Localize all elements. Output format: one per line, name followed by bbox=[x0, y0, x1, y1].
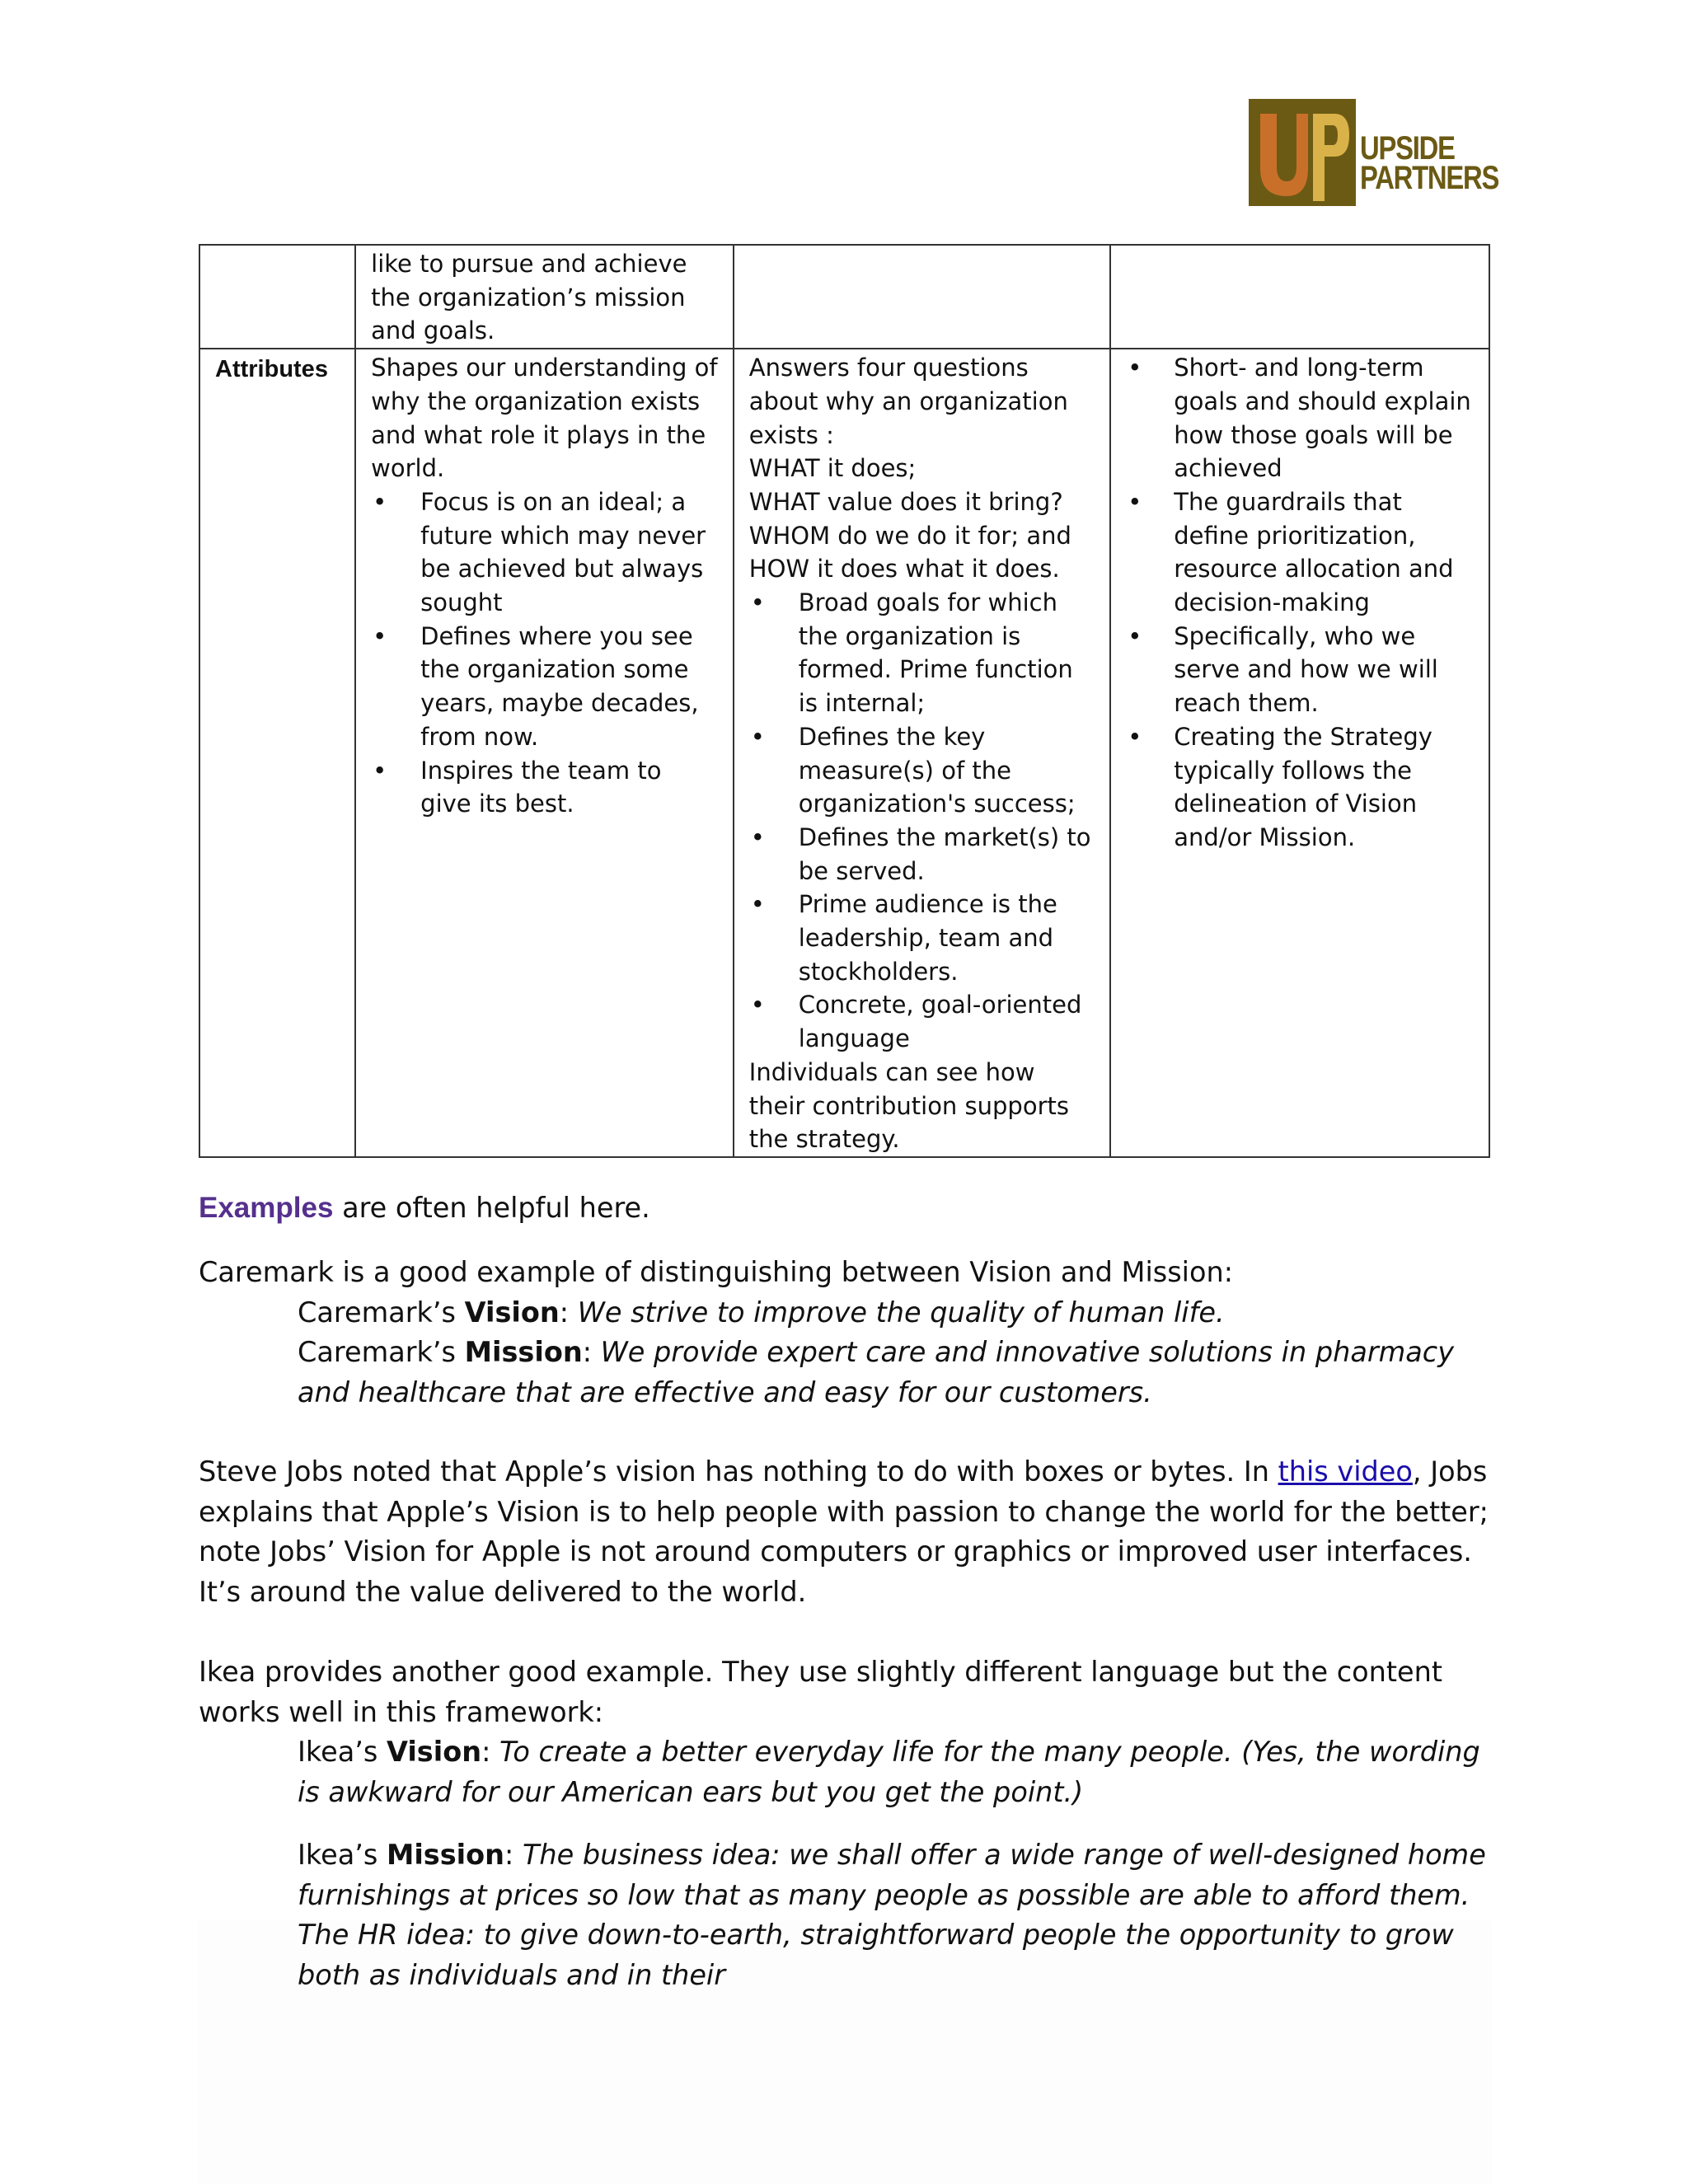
caremark-mission-label: Mission bbox=[464, 1336, 583, 1368]
examples-heading bbox=[199, 1188, 1501, 1229]
caremark-mission-prefix: Caremark’s bbox=[298, 1336, 465, 1368]
this-video-link[interactable]: this video bbox=[1278, 1455, 1413, 1488]
logo-line-2: PARTNERS bbox=[1360, 160, 1499, 196]
list-item: • Concrete, goal-oriented language bbox=[749, 988, 1095, 1055]
list-item: • Broad goals for which the organization is formed. Prime function is internal; bbox=[749, 586, 1095, 720]
table-cell-strategy-attributes bbox=[1110, 349, 1489, 1157]
caremark-vision-colon: : bbox=[559, 1296, 578, 1329]
ikea-mission-label: Mission bbox=[386, 1839, 505, 1871]
mission-intro-line: WHAT value does it bring? bbox=[748, 487, 1063, 516]
vision-mission-strategy-table bbox=[199, 244, 1490, 1158]
table-cell-empty-strategy bbox=[1110, 245, 1489, 349]
ikea-mission bbox=[199, 1835, 1501, 1995]
apple-text-after-link: , Jobs explains that Apple’s Vision is to help people with passion to change the world for the better; note Jobs’ Vision for Apple is not around computers or graphics or improved user interfaces. It’s around the value delivered to the world. bbox=[199, 1455, 1489, 1608]
mission-bullet-list bbox=[749, 586, 1095, 1056]
mission-outro: Individuals can see how their contribution supports the strategy. bbox=[748, 1057, 1069, 1154]
list-item: • Short- and long-term goals and should explain how those goals will be achieved bbox=[1126, 351, 1474, 485]
caremark-vision bbox=[199, 1293, 1501, 1333]
caremark-vision-label: Vision bbox=[464, 1296, 560, 1329]
strategy-bullet-list bbox=[1126, 351, 1474, 855]
ikea-intro: Ikea provides another good example. They use slightly different language but the content works well in this framework: bbox=[199, 1656, 1443, 1728]
mission-intro-line: Answers four questions about why an organization exists : bbox=[748, 354, 1068, 449]
mission-intro-line: HOW it does what it does. bbox=[748, 555, 1060, 583]
mission-intro-line: WHAT it does; bbox=[748, 454, 917, 483]
list-item: • The guardrails that define prioritization, resource allocation and decision-making bbox=[1126, 485, 1474, 620]
list-item: • Prime audience is the leadership, team and stockholders. bbox=[749, 888, 1095, 988]
caremark-vision-prefix: Caremark’s bbox=[298, 1296, 465, 1329]
list-item: • Defines where you see the organization some years, maybe decades, from now. bbox=[371, 620, 718, 754]
list-item: • Creating the Strategy typically follows the delineation of Vision and/or Mission. bbox=[1126, 720, 1474, 855]
ikea-vision-colon: : bbox=[481, 1736, 500, 1768]
caremark-intro: Caremark is a good example of distinguishing between Vision and Mission: bbox=[199, 1256, 1233, 1288]
logo-mark-icon bbox=[1249, 99, 1356, 206]
apple-text-before-link: Steve Jobs noted that Apple’s vision has nothing to do with boxes or bytes. In bbox=[199, 1455, 1278, 1488]
logo-wordmark bbox=[1360, 130, 1499, 196]
ikea-section bbox=[199, 1652, 1501, 1995]
row-label-attributes: Attributes bbox=[199, 349, 355, 1157]
logo-line-1: UPSIDE bbox=[1360, 130, 1455, 166]
caremark-vision-text: We strive to improve the quality of human life. bbox=[577, 1296, 1225, 1329]
table-row-attributes bbox=[199, 349, 1489, 1157]
list-item: • Focus is on an ideal; a future which may never be achieved but always sought bbox=[371, 485, 718, 620]
list-item: • Defines the key measure(s) of the organization's success; bbox=[749, 720, 1095, 821]
company-logo bbox=[1249, 99, 1499, 206]
examples-heading-rest: are often helpful here. bbox=[333, 1192, 650, 1224]
table-cell-mission-attributes bbox=[734, 349, 1111, 1157]
caremark-mission bbox=[199, 1333, 1501, 1413]
ikea-mission-text: The business idea: we shall offer a wide range of well-designed home furnishings at prices so low that as many people as possible are able to afford them. The HR idea: to give down-to-earth, straightforward people the opportunity to grow both as individuals and in their bbox=[298, 1839, 1486, 1991]
vision-bullet-list bbox=[371, 485, 718, 821]
list-item: • Specifically, who we serve and how we will reach them. bbox=[1126, 620, 1474, 720]
table-cell-empty-mission bbox=[734, 245, 1111, 349]
ikea-mission-prefix: Ikea’s bbox=[298, 1839, 387, 1871]
table-cell-empty-label bbox=[199, 245, 355, 349]
apple-paragraph bbox=[199, 1452, 1501, 1612]
caremark-mission-colon: : bbox=[582, 1336, 601, 1368]
examples-heading-word: Examples bbox=[199, 1192, 334, 1224]
table-row-continuation bbox=[199, 245, 1489, 349]
list-item: • Inspires the team to give its best. bbox=[371, 754, 718, 821]
table-cell-vision-continued: like to pursue and achieve the organization’s mission and goals. bbox=[355, 245, 734, 349]
caremark-section bbox=[199, 1253, 1501, 1413]
ikea-vision-label: Vision bbox=[386, 1736, 482, 1768]
ikea-vision-text: To create a better everyday life for the many people. (Yes, the wording is awkward for our American ears but you get the point.) bbox=[298, 1736, 1480, 1808]
ikea-mission-colon: : bbox=[504, 1839, 523, 1871]
caremark-mission-text: We provide expert care and innovative solutions in pharmacy and healthcare that are effective and easy for our customers. bbox=[298, 1336, 1455, 1408]
table-cell-vision-attributes bbox=[355, 349, 734, 1157]
mission-intro-line: WHOM do we do it for; and bbox=[748, 521, 1071, 550]
vision-intro: Shapes our understanding of why the organization exists and what role it plays in the world. bbox=[371, 354, 718, 483]
ikea-vision-prefix: Ikea’s bbox=[298, 1736, 387, 1768]
ikea-vision bbox=[199, 1732, 1501, 1812]
list-item: • Defines the market(s) to be served. bbox=[749, 821, 1095, 888]
